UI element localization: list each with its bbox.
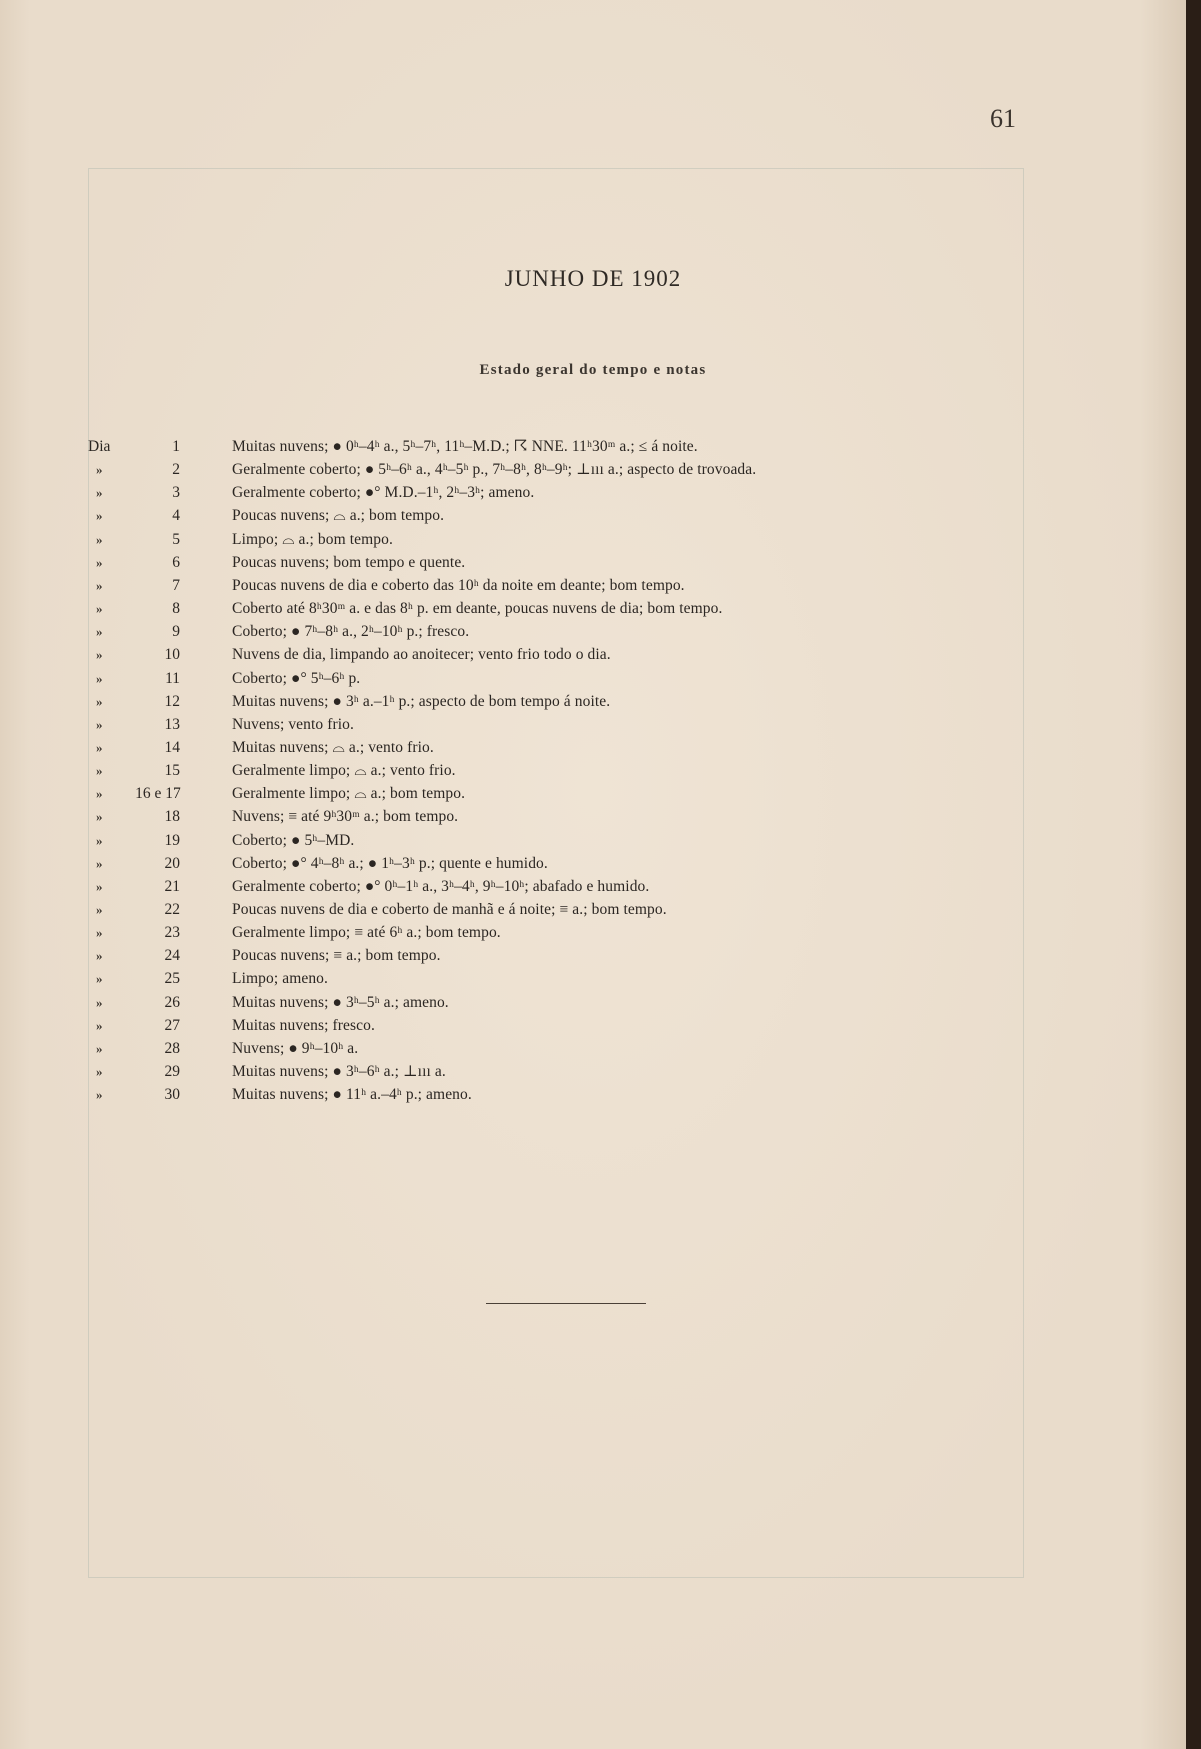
ditto-mark: » <box>96 1064 103 1080</box>
table-row <box>0 1061 1186 1083</box>
table-row <box>0 1038 1186 1060</box>
weather-note: Poucas nuvens; ⌓ a.; bom tempo. <box>232 507 445 525</box>
table-row <box>0 922 1186 944</box>
day-number: 27 <box>164 1016 180 1034</box>
ditto-mark: » <box>96 508 103 524</box>
weather-note: Muitas nuvens; ● 3ʰ–6ʰ a.; ⊥ııı a. <box>232 1063 446 1081</box>
day-number: 12 <box>164 692 180 710</box>
day-number: 11 <box>165 669 180 687</box>
dia-column-label: Dia <box>88 438 111 455</box>
weather-note: Nuvens de dia, limpando ao anoitecer; vento frio todo o dia. <box>232 646 611 664</box>
ditto-mark: » <box>96 601 103 617</box>
day-number: 10 <box>164 646 180 664</box>
day-number: 2 <box>172 461 180 479</box>
day-number: 14 <box>164 738 180 756</box>
day-number: 24 <box>164 947 180 965</box>
ditto-mark: » <box>96 971 103 987</box>
day-number: 3 <box>172 484 180 502</box>
day-number: 22 <box>164 901 180 918</box>
ditto-mark: » <box>96 878 103 894</box>
table-row <box>0 1015 1186 1037</box>
table-row <box>0 436 1186 458</box>
ditto-mark: » <box>96 948 103 964</box>
closing-rule <box>486 1303 646 1304</box>
ditto-mark: » <box>96 832 103 848</box>
table-row <box>0 783 1186 805</box>
weather-note: Muitas nuvens; ● 11ʰ a.–4ʰ p.; ameno. <box>232 1086 472 1104</box>
ditto-mark: » <box>96 716 103 732</box>
ditto-mark: » <box>96 485 103 501</box>
ditto-mark: » <box>96 763 103 779</box>
table-row <box>0 853 1186 875</box>
table-row <box>0 737 1186 759</box>
table-row <box>0 760 1186 782</box>
weather-note: Poucas nuvens de dia e coberto de manhã e á noite; ≡ a.; bom tempo. <box>232 901 667 918</box>
ditto-mark: » <box>96 531 103 547</box>
weather-note: Muitas nuvens; ● 3ʰ–5ʰ a.; ameno. <box>232 993 449 1011</box>
page-number: 61 <box>990 104 1016 133</box>
table-row <box>0 598 1186 620</box>
day-number: 7 <box>172 576 180 594</box>
day-number: 25 <box>164 970 180 988</box>
day-number: 15 <box>164 762 180 780</box>
weather-note: Nuvens; ≡ até 9ʰ30ᵐ a.; bom tempo. <box>232 808 459 826</box>
day-number: 9 <box>172 623 180 641</box>
ditto-mark: » <box>96 670 103 686</box>
ditto-mark: » <box>96 994 103 1010</box>
weather-note: Poucas nuvens; ≡ a.; bom tempo. <box>232 947 441 965</box>
section-subtitle: Estado geral do tempo e notas <box>479 362 707 378</box>
day-number: 28 <box>164 1039 180 1057</box>
ditto-mark: » <box>96 809 103 825</box>
weather-note: Coberto; ● 5ʰ–MD. <box>232 831 355 849</box>
table-row <box>0 876 1186 898</box>
day-number: 13 <box>164 715 180 733</box>
table-row <box>0 968 1186 990</box>
day-number: 5 <box>172 530 180 548</box>
table-row <box>0 714 1186 736</box>
weather-note: Limpo; ⌓ a.; bom tempo. <box>232 530 393 548</box>
ditto-mark: » <box>96 1017 103 1033</box>
ditto-mark: » <box>96 925 103 941</box>
day-number: 18 <box>164 808 180 826</box>
table-row <box>0 830 1186 852</box>
table-row <box>0 482 1186 504</box>
day-number: 20 <box>164 854 180 872</box>
table-row <box>0 668 1186 690</box>
table-row <box>0 992 1186 1014</box>
table-row <box>0 644 1186 666</box>
day-number: 4 <box>172 507 180 525</box>
ditto-mark: » <box>96 902 103 917</box>
day-number: 1 <box>172 438 180 455</box>
weather-note: Geralmente coberto; ● 5ʰ–6ʰ a., 4ʰ–5ʰ p., 7ʰ–8ʰ, 8ʰ–9ʰ; ⊥ııı a.; aspecto de trovoada. <box>232 461 757 479</box>
ditto-mark: » <box>96 624 103 640</box>
weather-note: Geralmente coberto; ●° 0ʰ–1ʰ a., 3ʰ–4ʰ, 9ʰ–10ʰ; abafado e humido. <box>232 877 650 895</box>
page-title: JUNHO DE 1902 <box>504 266 682 291</box>
ditto-mark: » <box>96 693 103 709</box>
ditto-mark: » <box>96 554 103 570</box>
ditto-mark: » <box>96 786 103 802</box>
weather-note: Coberto; ●° 5ʰ–6ʰ p. <box>232 669 361 687</box>
weather-note: Muitas nuvens; fresco. <box>232 1016 375 1034</box>
weather-note: Muitas nuvens; ● 3ʰ a.–1ʰ p.; aspecto de bom tempo á noite. <box>232 692 611 710</box>
ditto-mark: » <box>96 462 103 478</box>
weather-note: Muitas nuvens; ● 0ʰ–4ʰ a., 5ʰ–7ʰ, 11ʰ–M.D.; ☈ NNE. 11ʰ30ᵐ a.; ≤ á noite. <box>232 438 698 455</box>
day-number: 30 <box>164 1086 180 1104</box>
weather-note: Poucas nuvens de dia e coberto das 10ʰ da noite em deante; bom tempo. <box>232 576 685 594</box>
weather-note: Nuvens; ● 9ʰ–10ʰ a. <box>232 1039 359 1057</box>
day-number: 6 <box>172 553 180 571</box>
day-number: 8 <box>172 600 180 618</box>
day-number: 23 <box>164 924 180 942</box>
table-row <box>0 529 1186 551</box>
weather-note: Coberto; ● 7ʰ–8ʰ a., 2ʰ–10ʰ p.; fresco. <box>232 623 470 641</box>
table-row <box>0 1084 1186 1106</box>
ditto-mark: » <box>96 577 103 593</box>
weather-note: Limpo; ameno. <box>232 970 329 988</box>
day-number: 19 <box>164 831 180 849</box>
table-row <box>0 575 1186 597</box>
day-number: 16 e 17 <box>135 785 181 803</box>
table-row <box>0 945 1186 967</box>
day-number: 26 <box>164 993 180 1011</box>
weather-note: Poucas nuvens; bom tempo e quente. <box>232 553 466 571</box>
page-edge-shadow <box>1186 0 1201 1749</box>
table-row <box>0 899 1186 921</box>
weather-note: Coberto; ●° 4ʰ–8ʰ a.; ● 1ʰ–3ʰ p.; quente e humido. <box>232 854 548 872</box>
weather-note: Muitas nuvens; ⌓ a.; vento frio. <box>232 738 434 756</box>
weather-note: Geralmente limpo; ⌓ a.; bom tempo. <box>232 785 466 803</box>
weather-note: Coberto até 8ʰ30ᵐ a. e das 8ʰ p. em deante, poucas nuvens de dia; bom tempo. <box>232 600 723 618</box>
table-row <box>0 459 1186 481</box>
table-row <box>0 806 1186 828</box>
day-number: 29 <box>164 1063 180 1081</box>
day-number: 21 <box>164 877 180 895</box>
table-row <box>0 691 1186 713</box>
ditto-mark: » <box>96 647 103 663</box>
weather-note: Geralmente limpo; ≡ até 6ʰ a.; bom tempo. <box>232 924 501 942</box>
table-row <box>0 621 1186 643</box>
ditto-mark: » <box>96 855 103 871</box>
table-row <box>0 505 1186 527</box>
weather-note: Geralmente limpo; ⌓ a.; vento frio. <box>232 762 456 780</box>
weather-note: Nuvens; vento frio. <box>232 715 355 733</box>
ditto-mark: » <box>96 739 103 755</box>
ditto-mark: » <box>96 1040 103 1056</box>
table-row <box>0 552 1186 574</box>
ditto-mark: » <box>96 1087 103 1103</box>
weather-note: Geralmente coberto; ●° M.D.–1ʰ, 2ʰ–3ʰ; ameno. <box>232 484 535 502</box>
